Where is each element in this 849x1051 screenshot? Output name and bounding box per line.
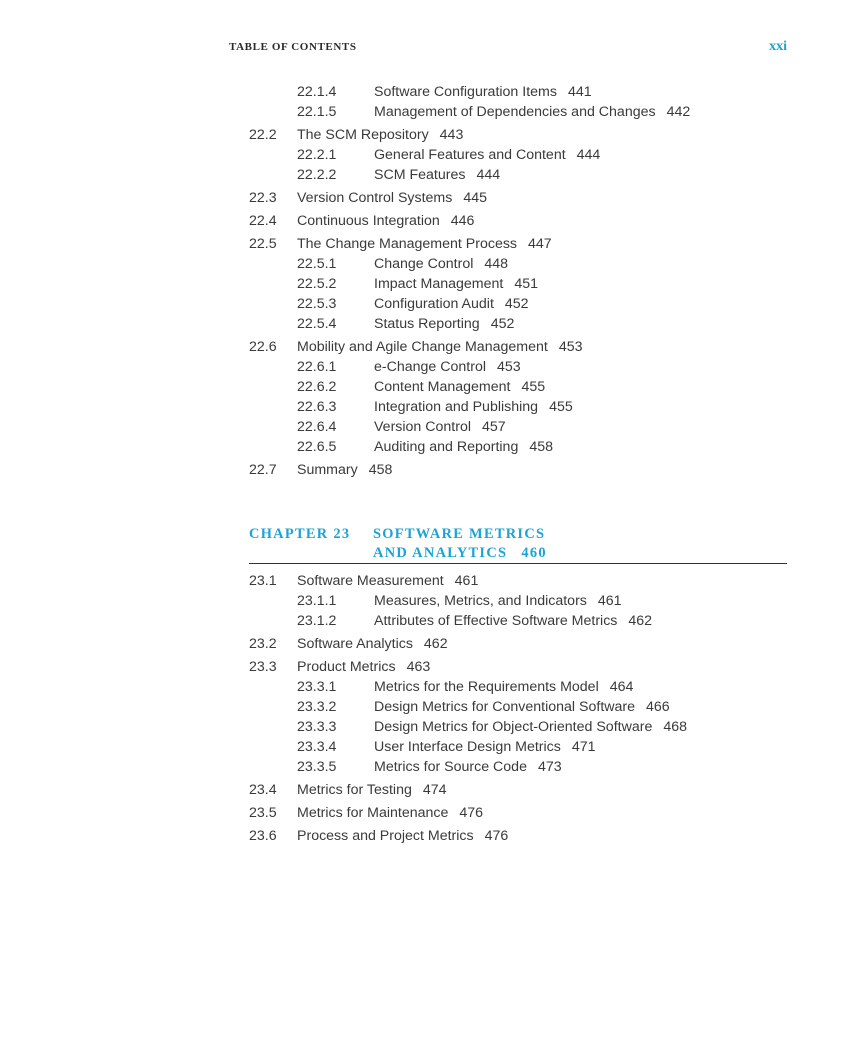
toc-entry-title: Version Control Systems (297, 190, 453, 206)
toc-subsection-entry (249, 437, 789, 457)
chapter-title-line1: SOFTWARE METRICS (373, 526, 546, 542)
toc-entry-number: 23.5 (249, 805, 277, 821)
toc-entry-title: Summary (297, 462, 358, 478)
toc-entry-title-wrap (374, 145, 600, 165)
toc-entry-number: 23.2 (249, 636, 277, 652)
chapter-label: CHAPTER 23 (249, 526, 351, 542)
toc-entry-title-wrap (374, 274, 538, 294)
toc-entry-title: Metrics for Maintenance (297, 805, 449, 821)
chapter-divider (249, 563, 787, 564)
toc-entry-title: Process and Project Metrics (297, 828, 474, 844)
toc-entry-page: 461 (597, 593, 622, 609)
toc-subsection-entry (249, 294, 789, 314)
toc-entry-page: 445 (463, 190, 488, 206)
toc-entry-number: 22.1.5 (297, 104, 337, 120)
toc-entry-title: Measures, Metrics, and Indicators (374, 593, 587, 609)
toc-entry-page: 476 (484, 828, 509, 844)
toc-subsection-entry (249, 82, 789, 102)
toc-section-entry (249, 125, 789, 145)
toc-entry-title-wrap (374, 611, 652, 631)
toc-subsection-entry (249, 757, 789, 777)
toc-entry-page: 444 (576, 147, 601, 163)
toc-entry-title-wrap (374, 357, 521, 377)
toc-entry-number: 22.5.1 (297, 256, 337, 272)
toc-subsection-entry (249, 165, 789, 185)
toc-entry-number: 23.3.2 (297, 699, 337, 715)
toc-entry-page: 453 (497, 359, 521, 375)
toc-entry-number: 22.2 (249, 127, 277, 143)
toc-entry-number: 22.1.4 (297, 84, 337, 100)
toc-list-chapter-23 (249, 571, 789, 846)
toc-subsection-entry (249, 377, 789, 397)
toc-entry-page: 452 (504, 296, 529, 312)
toc-entry-title: Mobility and Agile Change Management (297, 339, 548, 355)
toc-entry-number: 23.1.1 (297, 593, 337, 609)
toc-entry-page: 466 (646, 699, 670, 715)
toc-entry-title-wrap (374, 417, 506, 437)
toc-entry-number: 22.6.2 (297, 379, 337, 395)
toc-entry-title: Continuous Integration (297, 213, 440, 229)
toc-entry-number: 22.6 (249, 339, 277, 355)
chapter-title (373, 525, 547, 563)
toc-subsection-entry (249, 737, 789, 757)
toc-subsection-entry (249, 677, 789, 697)
toc-subsection-entry (249, 591, 789, 611)
toc-entry-title-wrap (297, 657, 430, 677)
toc-section-entry (249, 234, 789, 254)
toc-entry-title: Design Metrics for Conventional Software (374, 699, 636, 715)
toc-entry-title: Configuration Audit (374, 296, 494, 312)
toc-subsection-entry (249, 397, 789, 417)
toc-section-entry (249, 460, 789, 480)
toc-entry-title: Management of Dependencies and Changes (374, 104, 656, 120)
toc-entry-title-wrap (297, 780, 447, 800)
toc-entry-number: 23.3.3 (297, 719, 337, 735)
toc-entry-number: 23.1.2 (297, 613, 337, 629)
toc-entry-title-wrap (297, 125, 463, 145)
toc-subsection-entry (249, 357, 789, 377)
toc-entry-number: 22.6.4 (297, 419, 337, 435)
toc-entry-page: 457 (482, 419, 506, 435)
toc-entry-title: SCM Features (374, 167, 466, 183)
toc-entry-title-wrap (374, 314, 514, 334)
toc-entry-page: 443 (439, 127, 464, 143)
toc-entry-page: 455 (549, 399, 573, 415)
chapter-page: 460 (521, 545, 547, 561)
toc-entry-title-wrap (374, 397, 573, 417)
toc-subsection-entry (249, 697, 789, 717)
toc-entry-page: 462 (628, 613, 653, 629)
toc-subsection-entry (249, 102, 789, 122)
toc-entry-page: 452 (490, 316, 515, 332)
toc-entry-title-wrap (374, 757, 562, 777)
toc-entry-page: 453 (558, 339, 583, 355)
toc-entry-page: 471 (571, 739, 596, 755)
toc-entry-title: User Interface Design Metrics (374, 739, 561, 755)
toc-entry-title-wrap (297, 234, 552, 254)
toc-entry-title: Design Metrics for Object-Oriented Software (374, 719, 653, 735)
toc-entry-title-wrap (374, 254, 508, 274)
toc-entry-page: 455 (521, 379, 546, 395)
toc-entry-title-wrap (297, 803, 483, 823)
toc-entry-title-wrap (297, 211, 474, 231)
toc-section-entry (249, 657, 789, 677)
toc-entry-page: 476 (459, 805, 484, 821)
running-header: TABLE OF CONTENTS (229, 41, 357, 53)
toc-entry-title: Integration and Publishing (374, 399, 539, 415)
toc-entry-number: 22.6.3 (297, 399, 337, 415)
toc-entry-number: 22.2.2 (297, 167, 337, 183)
page-number: xxi (769, 39, 787, 54)
toc-entry-title: The SCM Repository (297, 127, 429, 143)
toc-entry-page: 468 (663, 719, 688, 735)
toc-entry-number: 22.6.1 (297, 359, 337, 375)
toc-list-chapter-22 (249, 82, 789, 480)
toc-entry-number: 23.6 (249, 828, 277, 844)
toc-entry-title-wrap (297, 634, 448, 654)
toc-entry-page: 451 (514, 276, 539, 292)
toc-entry-title-wrap (297, 826, 508, 846)
toc-entry-title: Metrics for Source Code (374, 759, 527, 775)
toc-entry-title: Metrics for Testing (297, 782, 412, 798)
toc-entry-number: 23.3.4 (297, 739, 337, 755)
toc-entry-number: 23.1 (249, 573, 277, 589)
toc-entry-title: Change Control (374, 256, 474, 272)
toc-subsection-entry (249, 145, 789, 165)
toc-subsection-entry (249, 611, 789, 631)
toc-section-entry (249, 571, 789, 591)
toc-section-entry (249, 634, 789, 654)
toc-subsection-entry (249, 274, 789, 294)
toc-entry-title: Software Measurement (297, 573, 444, 589)
toc-entry-page: 458 (368, 462, 393, 478)
toc-entry-title-wrap (374, 737, 596, 757)
toc-entry-page: 447 (528, 236, 552, 252)
toc-entry-title: Auditing and Reporting (374, 439, 519, 455)
toc-entry-number: 23.3.1 (297, 679, 337, 695)
toc-entry-number: 22.2.1 (297, 147, 337, 163)
chapter-title-line2: AND ANALYTICS 460 (373, 545, 547, 561)
toc-entry-title-wrap (297, 460, 392, 480)
toc-entry-title-wrap (374, 165, 500, 185)
toc-entry-page: 458 (529, 439, 554, 455)
toc-entry-title-wrap (297, 337, 582, 357)
toc-entry-number: 23.4 (249, 782, 277, 798)
toc-entry-number: 22.6.5 (297, 439, 337, 455)
toc-subsection-entry (249, 717, 789, 737)
toc-entry-title: General Features and Content (374, 147, 566, 163)
toc-entry-title-wrap (297, 571, 478, 591)
toc-entry-title: Version Control (374, 419, 471, 435)
toc-entry-page: 464 (609, 679, 634, 695)
toc-entry-title: Software Configuration Items (374, 84, 557, 100)
toc-entry-number: 22.4 (249, 213, 277, 229)
toc-entry-number: 22.5 (249, 236, 277, 252)
toc-entry-number: 22.3 (249, 190, 277, 206)
toc-entry-number: 23.3 (249, 659, 277, 675)
toc-entry-page: 463 (406, 659, 431, 675)
toc-entry-title: Impact Management (374, 276, 504, 292)
toc-entry-title: e-Change Control (374, 359, 486, 375)
toc-section-entry (249, 211, 789, 231)
toc-entry-title: Attributes of Effective Software Metrics (374, 613, 618, 629)
toc-entry-title-wrap (374, 677, 633, 697)
toc-entry-title: Content Management (374, 379, 511, 395)
toc-entry-page: 474 (422, 782, 447, 798)
toc-entry-number: 23.3.5 (297, 759, 337, 775)
toc-entry-page: 448 (484, 256, 509, 272)
toc-entry-title-wrap (297, 188, 487, 208)
toc-entry-page: 446 (450, 213, 475, 229)
toc-entry-title: Product Metrics (297, 659, 396, 675)
toc-entry-title: The Change Management Process (297, 236, 518, 252)
toc-entry-title-wrap (374, 591, 622, 611)
toc-entry-title: Metrics for the Requirements Model (374, 679, 599, 695)
toc-entry-page: 444 (476, 167, 501, 183)
toc-entry-title-wrap (374, 294, 529, 314)
toc-entry-title: Software Analytics (297, 636, 413, 652)
toc-entry-title-wrap (374, 102, 690, 122)
toc-entry-number: 22.5.2 (297, 276, 337, 292)
toc-entry-number: 22.5.4 (297, 316, 337, 332)
toc-entry-page: 473 (537, 759, 562, 775)
toc-entry-page: 461 (454, 573, 479, 589)
toc-entry-title: Status Reporting (374, 316, 480, 332)
toc-entry-title-wrap (374, 437, 553, 457)
toc-entry-page: 441 (567, 84, 592, 100)
toc-section-entry (249, 826, 789, 846)
toc-section-entry (249, 188, 789, 208)
toc-entry-title-wrap (374, 377, 545, 397)
toc-entry-page: 442 (666, 104, 691, 120)
toc-entry-title-wrap (374, 82, 592, 102)
toc-entry-title-wrap (374, 697, 670, 717)
toc-entry-title-wrap (374, 717, 687, 737)
toc-entry-number: 22.5.3 (297, 296, 337, 312)
toc-subsection-entry (249, 314, 789, 334)
toc-subsection-entry (249, 254, 789, 274)
toc-section-entry (249, 803, 789, 823)
toc-section-entry (249, 337, 789, 357)
toc-entry-number: 22.7 (249, 462, 277, 478)
toc-section-entry (249, 780, 789, 800)
toc-subsection-entry (249, 417, 789, 437)
toc-entry-page: 462 (423, 636, 448, 652)
